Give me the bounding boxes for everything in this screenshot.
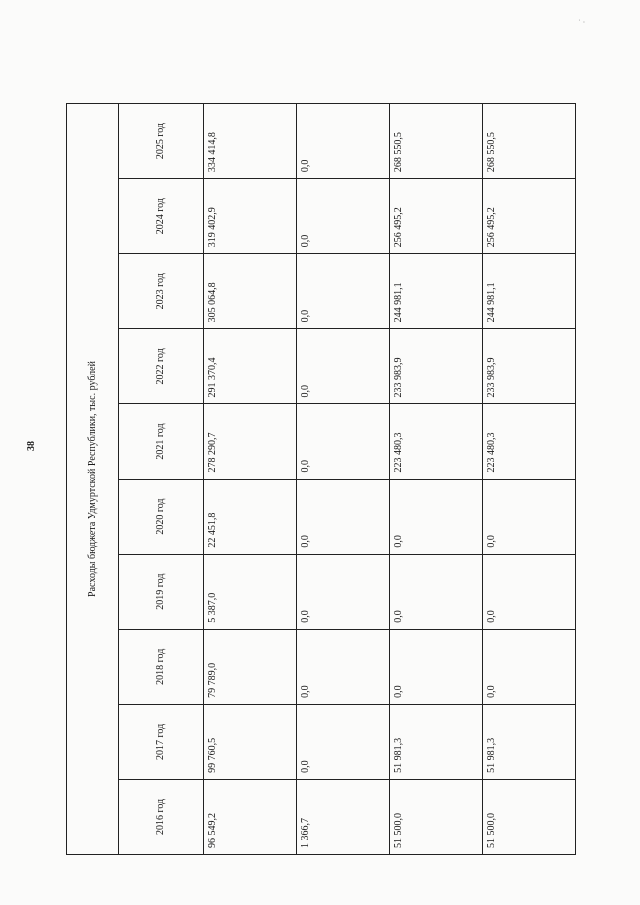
table-row [296, 104, 389, 855]
table-cell: 256 495,2 [389, 179, 482, 254]
table-caption: Расходы бюджета Удмуртской Республики, тыс. рублей [67, 104, 119, 855]
table-cell: 51 500,0 [482, 779, 575, 854]
page-number: 38 [26, 441, 37, 451]
table-cell: 244 981,1 [389, 254, 482, 329]
table-cell: 5 387,0 [203, 554, 296, 629]
table-cell: 22 451,8 [203, 479, 296, 554]
year-header-cell: 2025 год [118, 104, 203, 179]
table-cell: 51 981,3 [389, 704, 482, 779]
table-cell: 305 064,8 [203, 254, 296, 329]
table-cell: 319 402,9 [203, 179, 296, 254]
table-row [389, 104, 482, 855]
table-cell: 0,0 [296, 104, 389, 179]
table-cell: 0,0 [296, 704, 389, 779]
table-cell: 51 981,3 [482, 704, 575, 779]
table-cell: 0,0 [389, 479, 482, 554]
year-header-cell: 2024 год [118, 179, 203, 254]
table-cell: 0,0 [296, 254, 389, 329]
table-cell: 233 983,9 [482, 329, 575, 404]
table-row [203, 104, 296, 855]
table-cell: 0,0 [296, 629, 389, 704]
table-cell: 1 366,7 [296, 779, 389, 854]
table-cell: 334 414,8 [203, 104, 296, 179]
table-cell: 0,0 [482, 479, 575, 554]
table-cell: 0,0 [296, 554, 389, 629]
table-cell: 291 370,4 [203, 329, 296, 404]
table-cell: 223 480,3 [389, 404, 482, 479]
table-cell: 79 789,0 [203, 629, 296, 704]
budget-table [66, 103, 576, 855]
table-cell: 223 480,3 [482, 404, 575, 479]
table-cell: 268 550,5 [482, 104, 575, 179]
table-cell: 0,0 [296, 179, 389, 254]
year-header-cell: 2018 год [118, 629, 203, 704]
year-header-cell: 2020 год [118, 479, 203, 554]
budget-table-rotated [66, 103, 576, 855]
year-header-cell: 2017 год [118, 704, 203, 779]
year-header-cell: 2016 год [118, 779, 203, 854]
table-cell: 256 495,2 [482, 179, 575, 254]
year-header-cell: 2019 год [118, 554, 203, 629]
table-cell: 96 549,2 [203, 779, 296, 854]
table-cell: 51 500,0 [389, 779, 482, 854]
table-cell: 99 760,5 [203, 704, 296, 779]
table-cell: 233 983,9 [389, 329, 482, 404]
table-cell: 0,0 [482, 554, 575, 629]
table-cell: 0,0 [296, 404, 389, 479]
table-cell: 278 290,7 [203, 404, 296, 479]
year-header-cell: 2023 год [118, 254, 203, 329]
table-cell: 0,0 [389, 554, 482, 629]
table-cell: 0,0 [296, 329, 389, 404]
year-header-cell: 2021 год [118, 404, 203, 479]
table-cell: 0,0 [482, 629, 575, 704]
table-cell: 0,0 [389, 629, 482, 704]
year-header-cell: 2022 год [118, 329, 203, 404]
year-header-row [118, 104, 203, 855]
scan-mark: ˙ · [578, 18, 586, 27]
table-cell: 0,0 [296, 479, 389, 554]
table-cell: 244 981,1 [482, 254, 575, 329]
table-cell: 268 550,5 [389, 104, 482, 179]
table-row [482, 104, 575, 855]
